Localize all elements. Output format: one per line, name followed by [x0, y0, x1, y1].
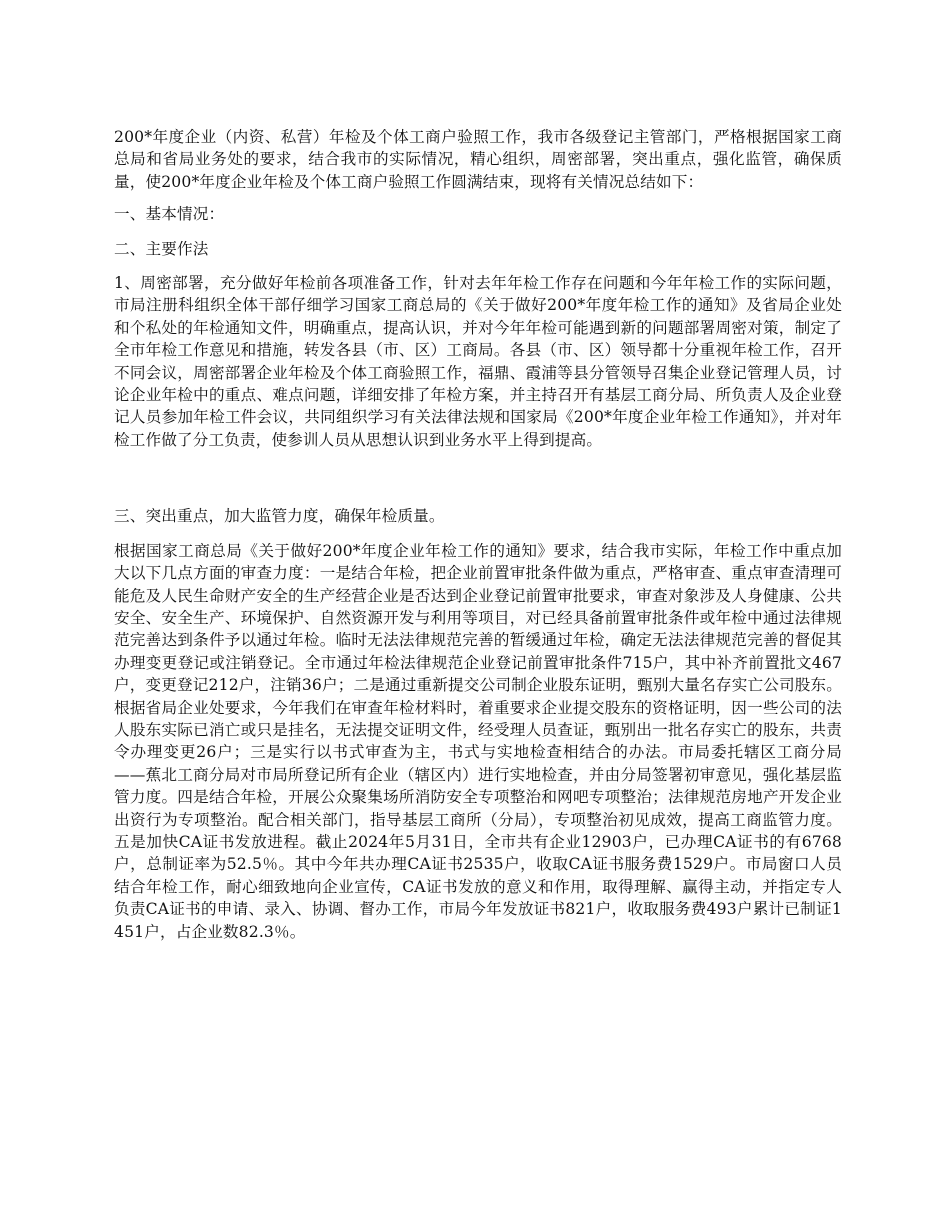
section3-heading: 三、突出重点，加大监管力度，确保年检质量。 [114, 507, 445, 526]
blank-gap [114, 461, 842, 505]
section2-item1-paragraph: 1、周密部署，充分做好年检前各项准备工作，针对去年年检工作存在问题和今年年检工作的实际问题，市局注册科组织全体干部仔细学习国家工商总局的《关于做好200*年度年检工作的通知》及省局企业处和个私处的年检通知文件，明确重点，提高认识，并对今年年检可能遇到新的问题部署周密对策，制定了全市年检工作意见和措施，转发各县（市、区）工商局。各县（市、区）领导都十分重视年检工作，召开不同会议，周密部署企业年检及个体工商验照工作，福鼎、霞浦等县分管领导召集企业登记管理人员，讨论企业年检中的重点、难点问题，详细安排了年检方案，并主持召开有基层工商分局、所负责人及企业登记人员参加年检工件会议，共同组织学习有关法律法规和国家局《200*年度企业年检工作通知》，并对年检工作做了分工负责，使参训人员从思想认识到业务水平上得到提高。 [114, 274, 842, 449]
section2-heading: 二、主要作法 [114, 239, 209, 258]
section1-heading: 一、基本情况： [114, 205, 225, 224]
intro-paragraph: 200*年度企业（内资、私营）年检及个体工商户验照工作，我市各级登记主管部门，严格根据国家工商总局和省局业务处的要求，结合我市的实际情况，精心组织，周密部署，突出重点，强化监管，确保质量，使200*年度企业年检及个体工商户验照工作圆满结束，现将有关情况总结如下： [114, 128, 842, 191]
section3-body-paragraph: 根据国家工商总局《关于做好200*年度企业年检工作的通知》要求，结合我市实际，年检工作中重点加大以下几点方面的审查力度：一是结合年检，把企业前置审批条件做为重点，严格审查、重点审查清理可能危及人民生命财产安全的生产经营企业是否达到企业登记前置审批要求，审查对象涉及人身健康、公共安全、安全生产、环境保护、自然资源开发与利用等项目，对已经具备前置审批条件或年检中通过法律规范完善达到条件予以通过年检。临时无法法律规范完善的暂缓通过年检，确定无法法律规范完善的督促其办理变更登记或注销登记。全市通过年检法律规范企业登记前置审批条件715户，其中补齐前置批文467户，变更登记212户，注销36户；二是通过重新提交公司制企业股东证明，甄别大量名存实亡公司股东。根据省局企业处要求，今年我们在审查年检材料时，着重要求企业提交股东的资格证明，因一些公司的法人股东实际已消亡或只是挂名，无法提交证明文件，经受理人员查证，甄别出一批名存实亡的股东，共责令办理变更26户；三是实行以书式审查为主，书式与实地检查相结合的办法。市局委托辖区工商分局——蕉北工商分局对市局所登记所有企业（辖区内）进行实地检查，并由分局签署初审意见，强化基层监管力度。四是结合年检，开展公众聚集场所消防安全专项整治和网吧专项整治；法律规范房地产开发企业出资行为专项整治。配合相关部门，指导基层工商所（分局），专项整治初见成效，提高工商监管力度。五是加快CA证书发放进程。截止2024年5月31日，全市共有企业12903户，已办理CA证书的有6768户，总制证率为52.5％。其中今年共办理CA证书2535户，收取CA证书服务费1529户。市局窗口人员结合年检工作，耐心细致地向企业宣传，CA证书发放的意义和作用，取得理解、赢得主动，并指定专人负责CA证书的申请、录入、协调、督办工作，市局今年发放证书821户，收取服务费493户累计已制证1451户，占企业数82.3％。 [114, 541, 842, 941]
document-body [114, 126, 842, 953]
